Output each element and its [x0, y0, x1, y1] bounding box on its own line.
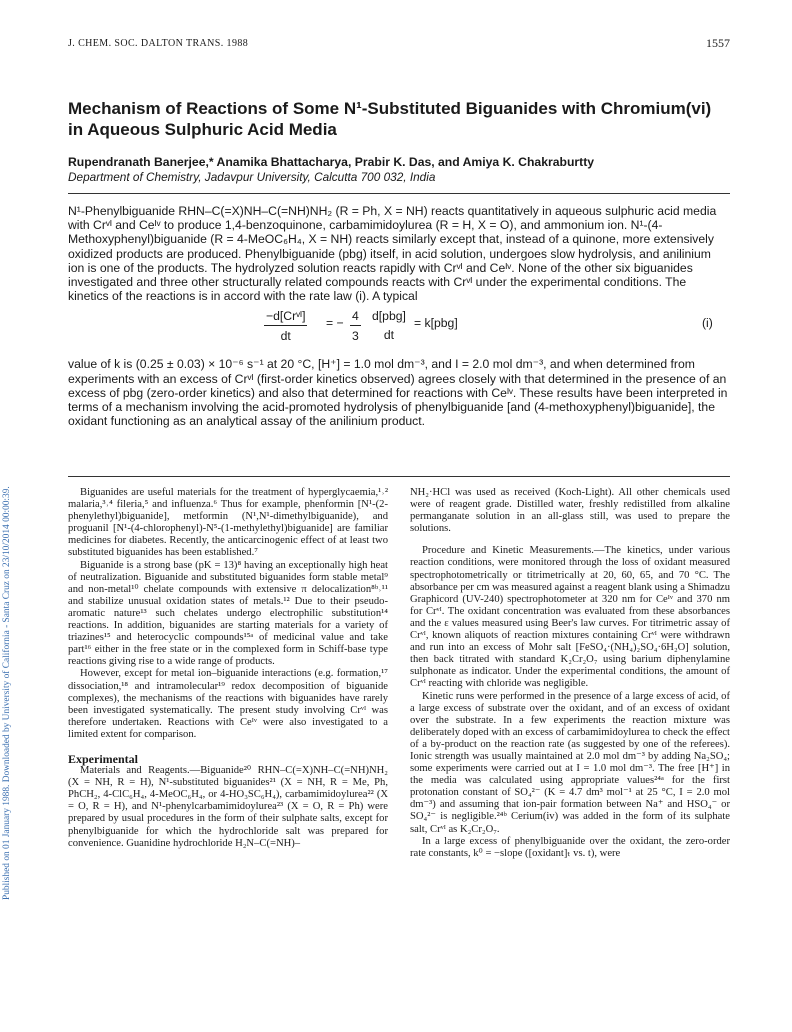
- authors: Rupendranath Banerjee,* Anamika Bhattacharya, Prabir K. Das, and Amiya K. Chakraburtty: [68, 155, 595, 169]
- eq-rhs: = k[pbg]: [414, 316, 458, 331]
- left-column: [68, 487, 388, 850]
- page-number: 1557: [706, 36, 730, 50]
- eq-label: (i): [702, 316, 713, 331]
- eq-lhs-fraction: [264, 309, 307, 342]
- eq-coef-den: 3: [352, 328, 359, 343]
- abstract: [68, 204, 730, 428]
- left-paragraph-3: However, except for metal ion–biguanide interactions (e.g. formation,¹⁷ dissociation,¹⁸ and intramolecular¹⁹ redox decomposition of biguanide complexes), the mechanisms of the reactions with biguanides have rarely been investigated systematically. The present study involving Crᵛᴵ was therefore undertaken. Reactions with Ceᴵᵛ were also investigated to a limited extent for comparison.: [68, 668, 388, 740]
- bottom-rule: [68, 476, 730, 477]
- rate-law-equation: [68, 305, 730, 351]
- running-header: [68, 38, 730, 49]
- left-paragraph-2: Biguanide is a strong base (pK = 13)⁸ having an exceptionally high heat of neutralization. Biguanide and substituted biguanides form stable metal⁹ and non-metal¹⁰ chelate compounds with extensive π delocalization⁸ᵇ˒¹¹ and stabilize unusual oxidation states of metals.¹² Due to their pseudo-aromatic nature¹³ such chelates undergo electrophilic substitution¹⁴ reactions. In addition, biguanides are starting materials for a variety of triazines¹⁵ and heterocyclic compounds¹⁵ᵃ of medicinal value and take part¹⁶ either in the free state or in the complexed form in Schiff-base type reactions giving rise to a wide range of products.: [68, 559, 388, 668]
- article-title: [68, 98, 730, 140]
- eq-lhs-den: dt: [280, 328, 291, 343]
- title-line-2: in Aqueous Sulphuric Acid Media: [68, 120, 337, 139]
- affiliation: Department of Chemistry, Jadavpur University, Calcutta 700 032, India: [68, 170, 436, 184]
- right-paragraph-4: In a large excess of phenylbiguanide over the oxidant, the zero-order rate constants, k⁰ = −slope ([oxidant]ₜ vs. t), were: [410, 835, 730, 859]
- eq-coef-fraction: [350, 309, 361, 342]
- right-paragraph-3: Kinetic runs were performed in the presence of a large excess of acid, of a large excess of substrate over the oxidant, and of an excess of oxidant over the substrate. In a few experiments the reaction mixture was deliberately doped with an excess of carbamimidoylurea to check the effect of a by-product on the reaction rate (as suggested by one of the referees). Ionic strength was usually maintained at 2.0 mol dm⁻³ by adding Na₂SO₄; some experiments were carried out at I = 1.0 mol dm⁻³. The free [H⁺] in the media was calculated using appropriate values²⁴ᵃ for the first protonation constant of SO₄²⁻ (K = 4.7 dm³ mol⁻¹ at 25 °C, I = 2.0 mol dm⁻³) and assuming that ion-pair formation between Na⁺ and HSO₄⁻ or SO₄²⁻ is negligible.²⁴ᵇ Cerium(iv) was added in the form of its sulphate salt, Crᵛᴵ as K₂Cr₂O₇.: [410, 690, 730, 835]
- eq-equals-minus: = −: [326, 316, 344, 331]
- right-column: [410, 487, 730, 860]
- section-heading-experimental: Experimental: [68, 751, 138, 766]
- side-note-text: Published on 01 January 1988. Downloaded by University of California - Santa Cruz on 23/10/2014 00:00:39.: [2, 486, 12, 900]
- eq-coef-num: 4: [350, 309, 361, 325]
- eq-mid-den: dt: [383, 327, 395, 342]
- right-paragraph-1: NH₂·HCl was used as received (Koch-Light). All other chemicals used were of reagent grade. Distilled water, freshly redistilled from alkaline permanganate solution in an all-glass still, was used to prepare the solutions.: [410, 487, 730, 535]
- eq-mid-num: d[pbg]: [372, 309, 406, 324]
- title-line-1: Mechanism of Reactions of Some N¹-Substituted Biguanides with Chromium(vi): [68, 99, 712, 118]
- left-paragraph-1: Biguanides are useful materials for the treatment of hyperglycaemia,¹˒² malaria,³˒⁴ fileria,⁵ and influenza.⁶ Thus for example, phenformin [N¹-(2-phenylethyl)biguanide], metformin (N¹,N¹-dimethylbiguanide), and proguanil [N¹-(4-chlorophenyl)-N⁵-(1-methylethyl)biguanide] are familiar medicines for diabetes. Recently, the anticarcinogenic effect of at least two substituted biguanides has been established.⁷: [68, 487, 388, 559]
- abstract-part-1: N¹-Phenylbiguanide RHN–C(=X)NH–C(=NH)NH₂ (R = Ph, X = NH) reacts quantitatively in aqueous sulphuric acid media with Crᵛᴵ and Ceᴵᵛ to produce 1,4-benzoquinone, carbamimidoylurea (R = H, X = O), and ammonium ion. N¹-(4-Methoxyphenyl)biguanide (R = 4-MeOC₆H₄, X = NH) reacts similarly except that, instead of a quinone, more extensively oxidized products are produced. Phenylbiguanide (pbg) itself, in acid solution, undergoes slow hydrolysis, and anilinium ion is one of the products. The hydrolyzed solution reacts rapidly with Crᵛᴵ and Ceᴵᵛ. None of the other six biguanides investigated and three other structurally related compounds reacts with Crᵛᴵ under the experimental conditions. The kinetics of the reactions is in accord with the rate law (i). A typical: [68, 204, 717, 304]
- left-paragraph-4: Materials and Reagents.—Biguanide²⁰ RHN–C(=X)NH–C(=NH)NH₂ (X = NH, R = H), N¹-substituted biguanides²¹ (X = NH, R = Me, Ph, PhCH₂, 4-ClC₆H₄, 4-MeOC₆H₄, or 4-HO₃SC₆H₄), carbamimidoylurea²² (X = O, R = H), and N¹-phenylcarbamimidoylurea²³ (X = O, R = Ph) were prepared by usual procedures in the form of their sulphate salts, except for phenylbiguanide for which the hydrochloride salt was prepared for convenience. Guanidine hydrochloride H₂N–C(=NH)–: [68, 765, 388, 849]
- side-download-note: [2, 120, 18, 900]
- eq-mid-fraction: [370, 309, 408, 341]
- right-paragraph-2: Procedure and Kinetic Measurements.—The kinetics, under various reaction conditions, were monitored through the loss of oxidant measured spectrophotometrically or titrimetrically at 20, 60, 65, and 70 °C. The absorbance per cm was measured against a reagent blank using a Shimadzu Graphicord (UV-240) spectrophotometer at 320 nm for Ceᴵᵛ and 370 nm for Crᵛᴵ. The oxidant concentration was evaluated from these absorbances and the ε values measured using Beer's law curves. For titrimetric assay of Crᵛᴵ, known aliquots of reaction mixtures containing Crᵛᴵ were withdrawn and run into an excess of Mohr salt [FeSO₄·(NH₄)₂SO₄·6H₂O] solution, then back titrated with standard K₂Cr₂O₇ using barium diphenylamine sulphonate as indicator. Under the experimental conditions, the amount of Crᵛᴵ reacting with chloride was negligible.: [410, 545, 730, 690]
- journal-name: J. CHEM. SOC. DALTON TRANS. 1988: [68, 38, 249, 49]
- abstract-part-2: value of k is (0.25 ± 0.03) × 10⁻⁶ s⁻¹ at 20 °C, [H⁺] = 1.0 mol dm⁻³, and I = 2.0 mol dm⁻³, and when determined from experiments with an excess of Crᵛᴵ (first-order kinetics observed) agrees closely with that determined in the presence of an excess of pbg (zero-order kinetics) and also that determined for reactions with Ceᴵᵛ. These results have been interpreted in terms of a mechanism involving the acid-promoted hydrolysis of phenylbiguanide [and (4-methoxyphenyl)biguanide], the oxidant functioning as an analytical assay of the anilinium product.: [68, 357, 728, 429]
- top-rule: [68, 193, 730, 194]
- eq-lhs-num: −d[Crᵛᴵ]: [264, 309, 307, 325]
